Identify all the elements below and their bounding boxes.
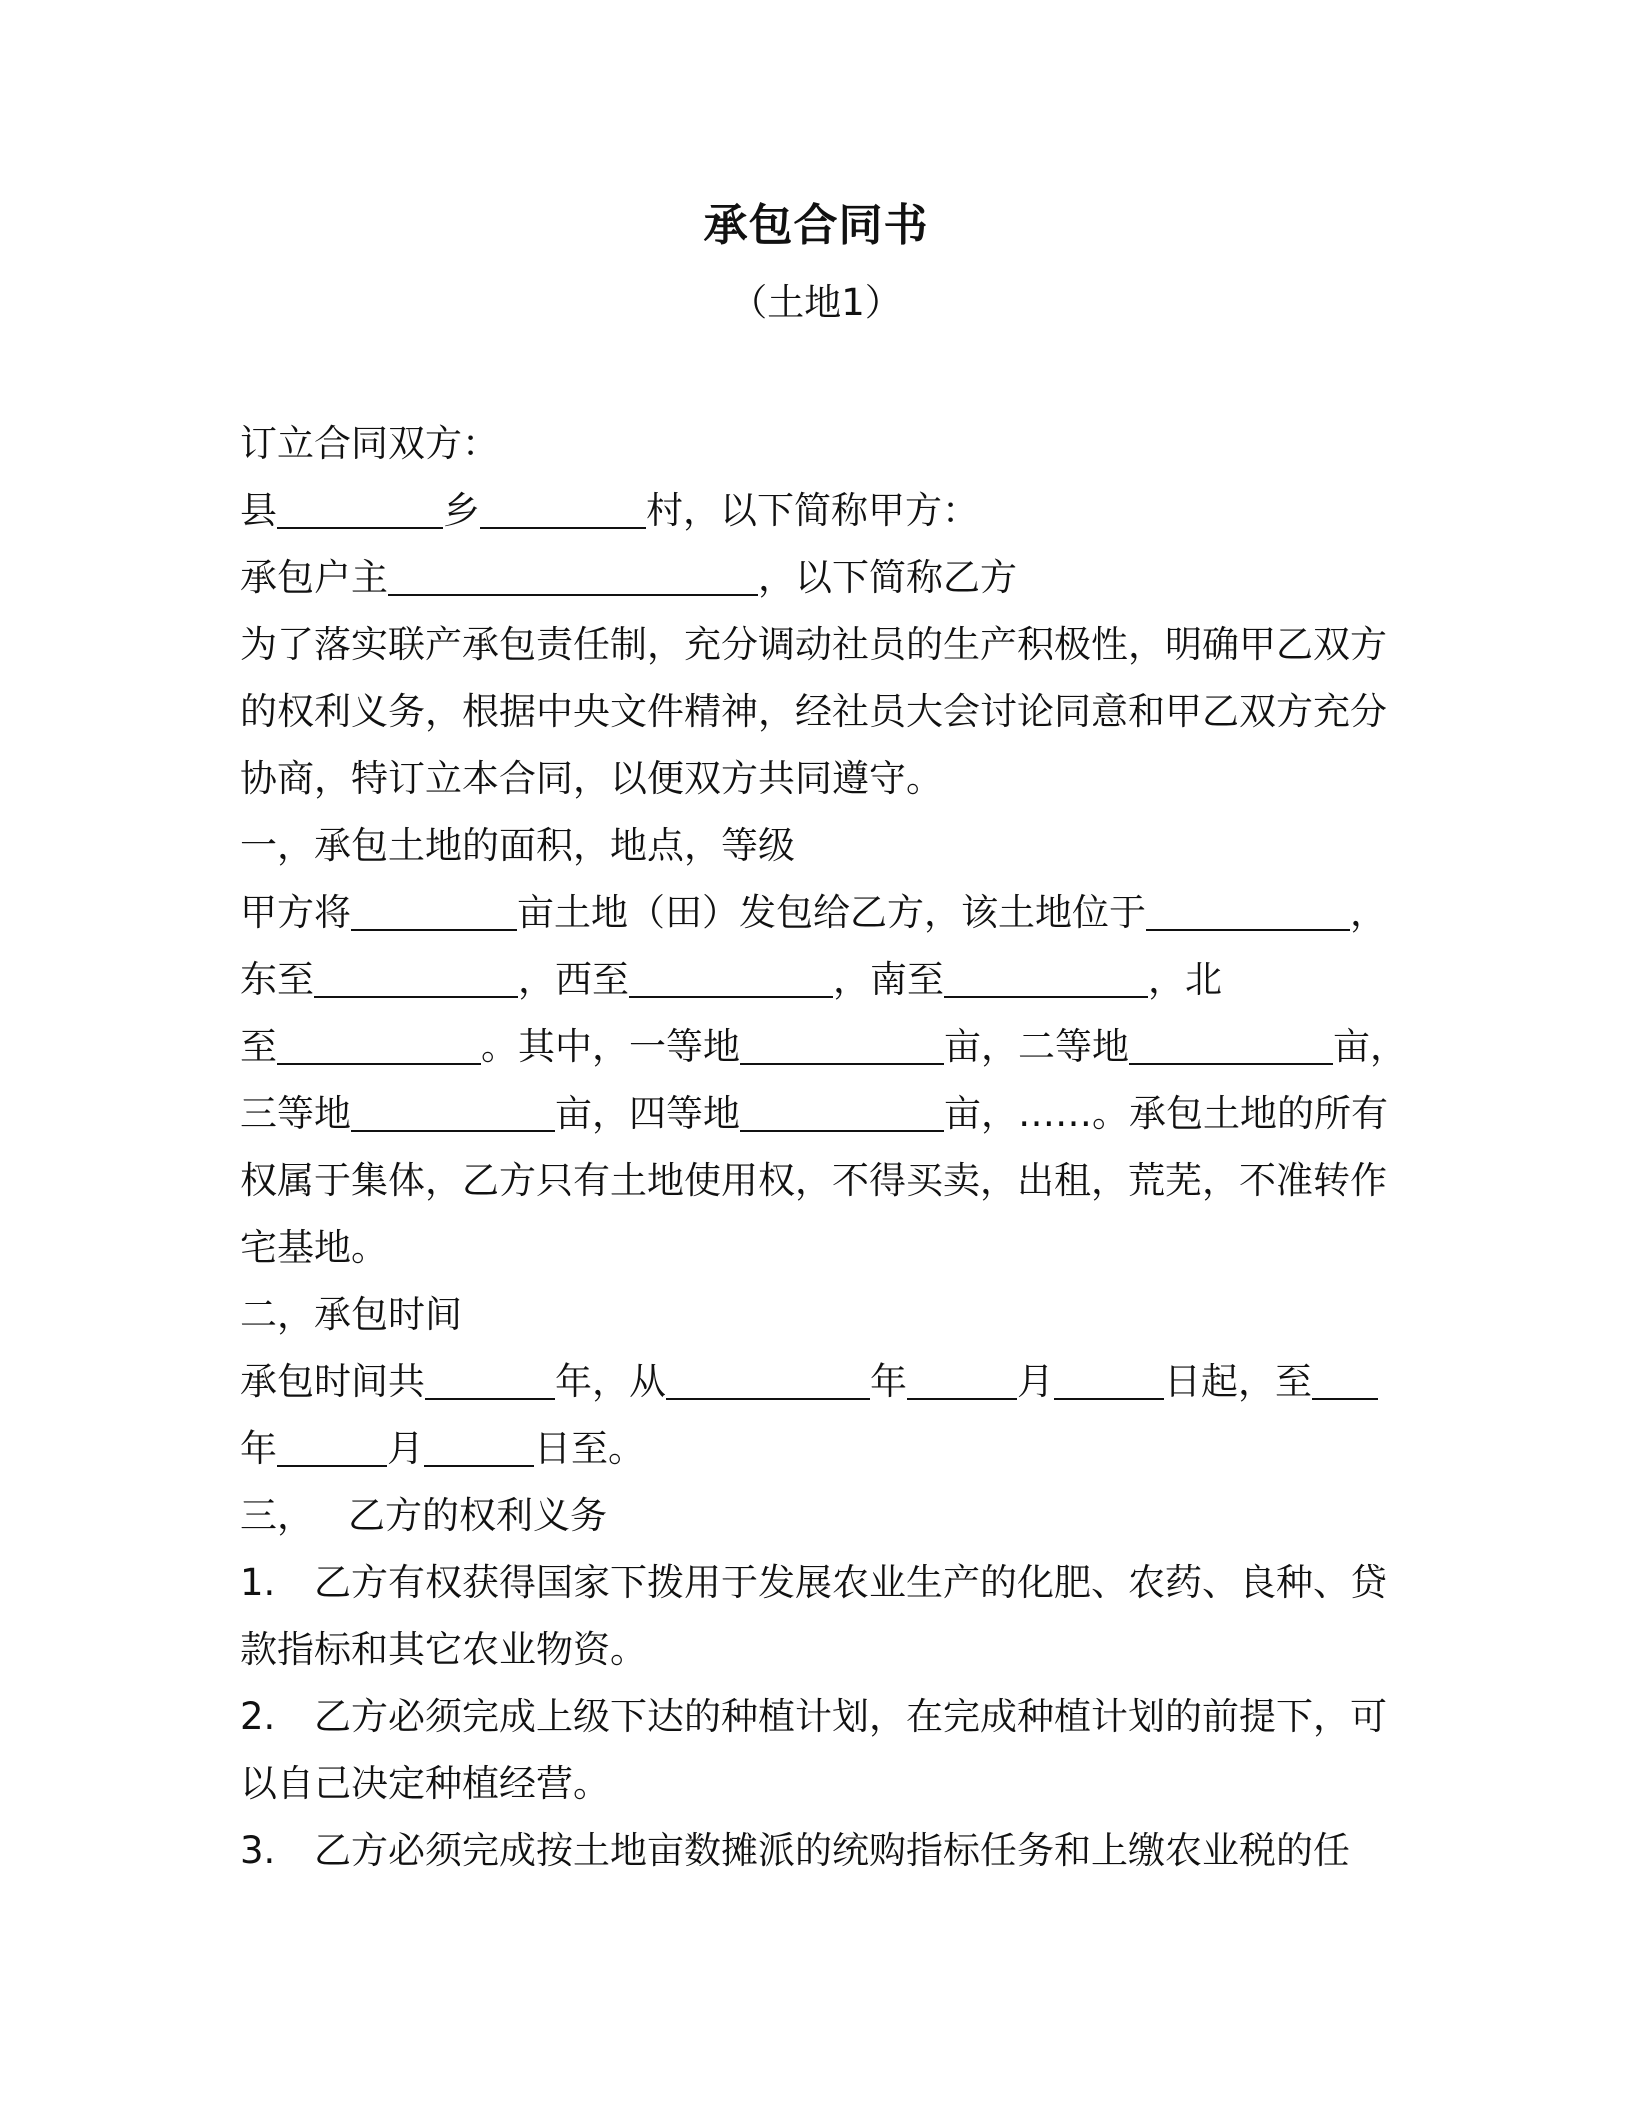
party-b-line: [240, 544, 1400, 611]
location-blank[interactable]: [1146, 885, 1350, 931]
item-number: 3.: [240, 1829, 276, 1872]
section-1-line-1: [240, 879, 1400, 946]
text: 月: [1017, 1360, 1054, 1403]
document-subtitle: （土地1）: [730, 281, 902, 324]
text: ，南至: [833, 958, 944, 1001]
intro-line: [240, 410, 1400, 477]
text: 年: [870, 1360, 907, 1403]
section-3-item-1-line-1: [240, 1549, 1400, 1616]
east-boundary-blank[interactable]: [314, 952, 518, 998]
north-boundary-blank[interactable]: [277, 1019, 481, 1065]
preamble-line-3: 协商，特订立本合同，以便双方共同遵守。: [240, 757, 943, 800]
item-text: 乙方必须完成按土地亩数摊派的统购指标任务和上缴农业税的任: [314, 1829, 1350, 1872]
section-3-item-3-line-1: [240, 1817, 1400, 1884]
text: 日至。: [534, 1427, 645, 1470]
party-b-suffix: ，以下简称乙方: [758, 556, 1017, 599]
text: 东至: [240, 958, 314, 1001]
text: 亩，……。承包土地的所有: [944, 1092, 1388, 1135]
start-day-blank[interactable]: [1054, 1354, 1164, 1400]
document-body: [240, 410, 1407, 1884]
text: ，: [1350, 891, 1387, 934]
section-3-item-2-line-2: 以自己决定种植经营。: [240, 1762, 610, 1805]
item-text: 乙方有权获得国家下拨用于发展农业生产的化肥、农药、良种、贷: [314, 1561, 1387, 1604]
section-3-title: 乙方的权利义务: [348, 1494, 607, 1537]
end-day-blank[interactable]: [424, 1421, 534, 1467]
text: 年: [240, 1427, 277, 1470]
text: ，西至: [518, 958, 629, 1001]
section-1-heading: 一，承包土地的面积，地点，等级: [240, 824, 795, 867]
county-blank[interactable]: [277, 483, 443, 529]
text: 年，从: [555, 1360, 666, 1403]
preamble-line-1: 为了落实联产承包责任制，充分调动社员的生产积极性，明确甲乙双方: [240, 623, 1387, 666]
text: 三等地: [240, 1092, 351, 1135]
grade-1-blank[interactable]: [740, 1019, 944, 1065]
text: 月: [387, 1427, 424, 1470]
township-label: 乡: [443, 489, 480, 532]
text: 亩土地（田）发包给乙方，该土地位于: [517, 891, 1146, 934]
section-3-item-1-line-2: 款指标和其它农业物资。: [240, 1628, 647, 1671]
item-number: 1.: [240, 1561, 276, 1604]
preamble-line-2: 的权利义务，根据中央文件精神，经社员大会讨论同意和甲乙双方充分: [240, 690, 1387, 733]
text: 亩，二等地: [944, 1025, 1129, 1068]
text: 日起，至: [1164, 1360, 1312, 1403]
area-blank[interactable]: [351, 885, 517, 931]
intro-text: 订立合同双方：: [240, 422, 499, 465]
section-3-number: 三，: [240, 1494, 314, 1537]
text: 甲方将: [240, 891, 351, 934]
section-2-line-1: [240, 1348, 1400, 1415]
item-number: 2.: [240, 1695, 276, 1738]
text: ，北: [1148, 958, 1222, 1001]
section-2-heading: 二，承包时间: [240, 1293, 462, 1336]
text: 至: [240, 1025, 277, 1068]
party-a-line: [240, 477, 1400, 544]
township-blank[interactable]: [480, 483, 646, 529]
document-title: 承包合同书: [703, 200, 929, 251]
start-year-blank[interactable]: [666, 1354, 870, 1400]
section-1-line-2: [240, 946, 1400, 1013]
section-3-heading: [240, 1482, 1400, 1549]
section-1-line-6: 宅基地。: [240, 1226, 388, 1269]
term-years-blank[interactable]: [425, 1354, 555, 1400]
end-year-blank[interactable]: [1312, 1354, 1378, 1400]
section-1-line-3: [240, 1013, 1407, 1080]
grade-3-blank[interactable]: [351, 1086, 555, 1132]
section-2-line-2: [240, 1415, 1400, 1482]
section-1-line-5: 权属于集体，乙方只有土地使用权，不得买卖，出租，荒芜，不准转作: [240, 1159, 1387, 1202]
start-month-blank[interactable]: [907, 1354, 1017, 1400]
text: 亩，四等地: [555, 1092, 740, 1135]
household-head-blank[interactable]: [388, 550, 758, 596]
west-boundary-blank[interactable]: [629, 952, 833, 998]
section-3-item-2-line-1: [240, 1683, 1400, 1750]
south-boundary-blank[interactable]: [944, 952, 1148, 998]
text: 。其中，一等地: [481, 1025, 740, 1068]
grade-2-blank[interactable]: [1129, 1019, 1333, 1065]
county-label: 县: [240, 489, 277, 532]
item-text: 乙方必须完成上级下达的种植计划，在完成种植计划的前提下，可: [314, 1695, 1387, 1738]
end-month-blank[interactable]: [277, 1421, 387, 1467]
section-1-line-4: [240, 1080, 1400, 1147]
household-head-label: 承包户主: [240, 556, 388, 599]
text: 亩，: [1333, 1025, 1407, 1068]
grade-4-blank[interactable]: [740, 1086, 944, 1132]
village-label: 村，以下简称甲方：: [646, 489, 979, 532]
text: 承包时间共: [240, 1360, 425, 1403]
